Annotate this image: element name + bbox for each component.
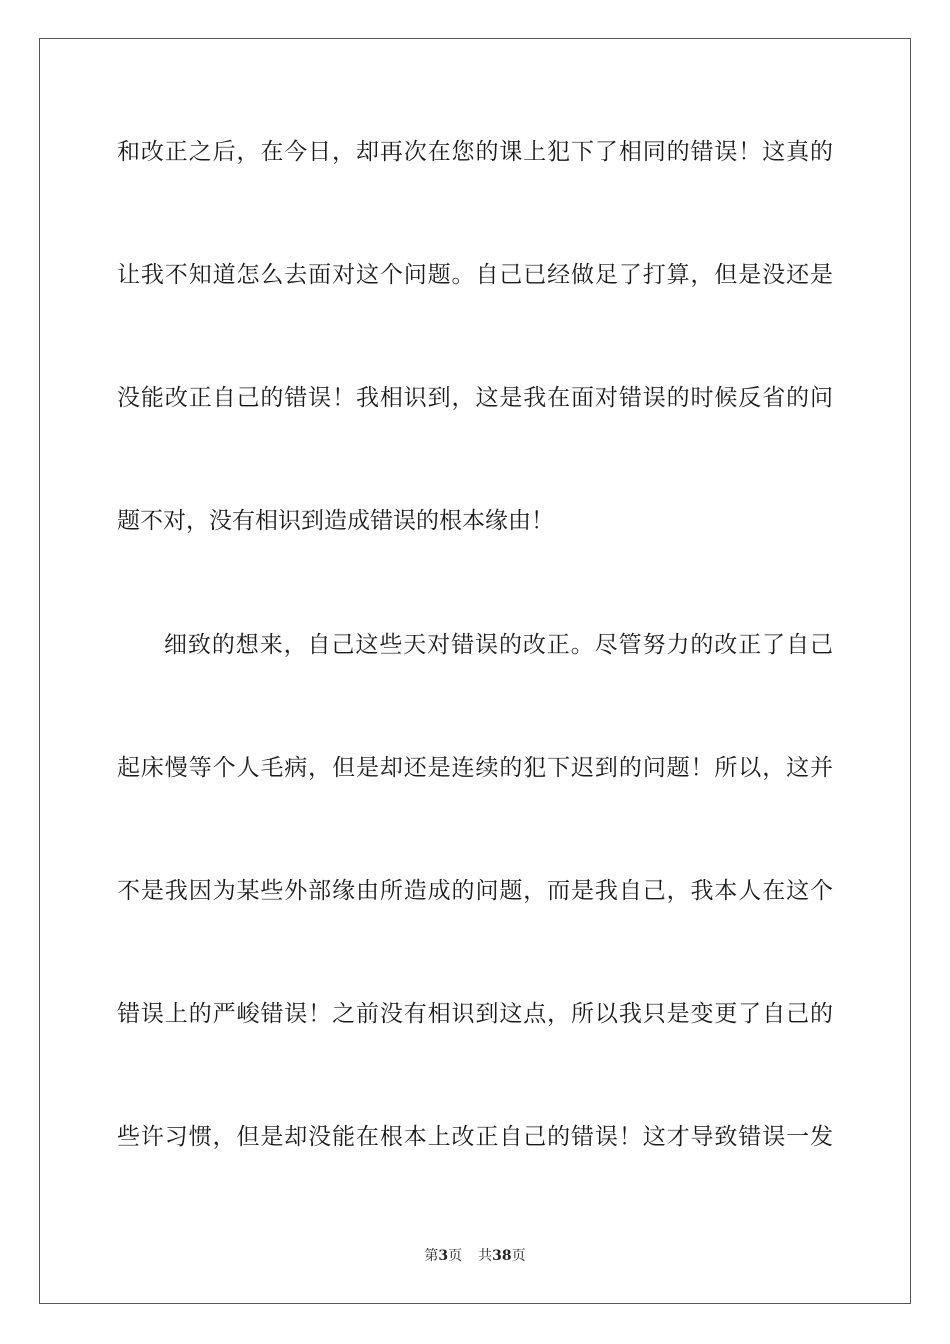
page-border: [39, 38, 911, 1304]
body-text-line: 和改正之后，在今日，却再次在您的课上犯下了相同的错误！这真的: [117, 139, 833, 165]
page-suffix: 页: [448, 1248, 463, 1264]
body-text-line: 没能改正自己的错误！我相识到，这是我在面对错误的时候反省的问: [117, 385, 833, 411]
page-number: 3: [438, 1248, 449, 1264]
body-text-line: 不是我因为某些外部缘由所造成的问题，而是我自己，我本人在这个: [117, 878, 833, 904]
body-text-line: 题不对，没有相识到造成错误的根本缘由！: [117, 508, 554, 534]
total-pages: 38: [492, 1248, 512, 1264]
body-text-line: 让我不知道怎么去面对这个问题。自己已经做足了打算，但是没还是: [117, 262, 833, 288]
total-prefix: 共: [478, 1248, 493, 1264]
total-suffix: 页: [511, 1248, 526, 1264]
page-prefix: 第: [424, 1248, 439, 1264]
page-footer: [0, 1246, 950, 1266]
body-text-line: 错误上的严峻错误！之前没有相识到这点，所以我只是变更了自己的: [117, 1001, 833, 1027]
body-text-line: 些许习惯，但是却没能在根本上改正自己的错误！这才导致错误一发: [117, 1124, 833, 1150]
paragraph-first-line: 细致的想来，自己这些天对错误的改正。尽管努力的改正了自己: [164, 632, 833, 658]
body-text-line: 起床慢等个人毛病，但是却还是连续的犯下迟到的问题！所以，这并: [117, 755, 833, 781]
